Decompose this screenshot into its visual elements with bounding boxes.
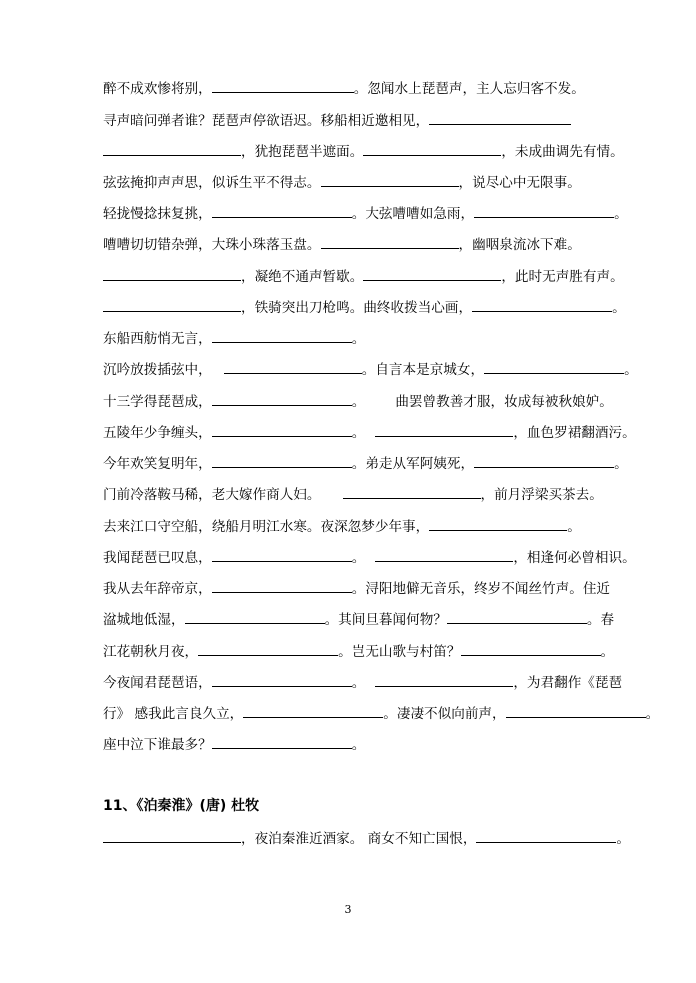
line-text: ，凝绝不通声暂歇。 [241,269,364,285]
poem-line [103,578,610,598]
line-text: ，说尽心中无限事。 [458,175,581,191]
poem-line [103,547,636,567]
line-text: 十三学得琵琶成， [103,394,212,410]
fill-in-blank[interactable] [363,141,501,156]
fill-in-blank[interactable] [224,359,362,374]
line-text: 。 [351,425,366,441]
fill-in-blank[interactable] [476,828,616,843]
line-text: 我闻琵琶已叹息， [103,550,212,566]
poem-line [103,828,630,848]
fill-in-blank[interactable] [198,641,338,656]
line-text: 东船西舫悄无言， [103,331,212,347]
line-text: 。忽闻水上琵琶声，主人忘归客不发。 [353,81,585,97]
poem-line [103,78,585,98]
poem-line [103,672,622,692]
line-text: 今夜闻君琵琶语， [103,675,212,691]
line-text: 轻拢慢捻抹复挑， [103,206,212,222]
poem-line [103,297,626,317]
fill-in-blank[interactable] [474,453,614,468]
fill-in-blank[interactable] [447,609,587,624]
poem-line [103,453,628,473]
line-text: 我从去年辞帝京， [103,581,212,597]
poem-line [103,328,365,348]
fill-in-blank[interactable] [363,266,501,281]
fill-in-blank[interactable] [375,672,513,687]
fill-in-blank[interactable] [212,203,352,218]
line-text: 。 [614,456,628,472]
fill-in-blank[interactable] [472,297,612,312]
fill-in-blank[interactable] [484,359,624,374]
line-text: ，前月浮梁买茶去。 [480,487,603,503]
line-text: ，此时无声胜有声。 [501,269,624,285]
fill-in-blank[interactable] [212,391,352,406]
fill-in-blank[interactable] [185,609,325,624]
poem-line [103,641,614,661]
line-text: 。 [351,394,366,410]
line-text: ，铁骑突出刀枪鸣。曲终收拨当心画， [241,300,473,316]
line-text: ，为君翻作《琵琶 [513,675,623,691]
poem-line [103,266,624,286]
fill-in-blank[interactable] [103,141,241,156]
line-text: 座中泣下谁最多？ [103,737,212,753]
fill-in-blank[interactable] [212,547,352,562]
line-text: 。凄凄不似向前声， [383,706,506,722]
line-text: 。 [351,331,366,347]
line-text: 曲罢曾教善才服，妆成每被秋娘妒。 [395,394,613,410]
line-text: ，血色罗裙翻酒污。 [513,425,636,441]
poem-line [103,391,613,411]
line-text: ，夜泊秦淮近酒家。 商女不知亡国恨， [241,831,477,847]
poem-line [103,703,659,723]
line-text: 湓城地低湿， [103,612,185,628]
line-text: 。浔阳地僻无音乐，终岁不闻丝竹声。住近 [351,581,611,597]
fill-in-blank[interactable] [212,734,352,749]
line-text: 。弟走从军阿姨死， [351,456,475,472]
poem-line [103,734,365,754]
fill-in-blank[interactable] [212,672,352,687]
line-text: ，幽咽泉流冰下难。 [458,237,581,253]
line-text: 寻声暗问弹者谁？琵琶声停欲语迟。移船相近邀相见， [103,113,430,129]
line-text: 。 [600,644,615,660]
poem-line [103,110,571,130]
line-text: 行》 感我此言良久立， [103,706,244,722]
line-text: ，未成曲调先有情。 [501,144,624,160]
fill-in-blank[interactable] [321,172,459,187]
fill-in-blank[interactable] [103,297,241,312]
line-text: 。 [612,300,626,316]
line-text: 。岂无山歌与村笛？ [338,644,461,660]
fill-in-blank[interactable] [429,516,567,531]
poem-line [103,516,581,536]
poem-line [103,172,581,192]
line-text: 弦弦掩抑声声思，似诉生平不得志。 [103,175,321,191]
line-text: 。 [351,550,366,566]
fill-in-blank[interactable] [375,547,513,562]
fill-in-blank[interactable] [212,578,352,593]
line-text: 五陵年少争缠头， [103,425,212,441]
line-text: 今年欢笑复明年， [103,456,212,472]
line-text: 。 [567,519,581,535]
line-text: ，相逢何必曾相识。 [513,550,636,566]
line-text: 。自言本是京城女， [361,362,485,378]
fill-in-blank[interactable] [375,422,513,437]
line-text: 。 [616,831,631,847]
page-number: 3 [344,903,352,916]
line-text: 。 [351,675,366,691]
fill-in-blank[interactable] [212,328,352,343]
line-text: 醉不成欢惨将别， [103,81,212,97]
fill-in-blank[interactable] [429,110,571,125]
line-text: 。春 [586,612,615,628]
line-text: 。 [624,362,638,378]
poem-line [103,422,636,442]
fill-in-blank[interactable] [243,703,383,718]
line-text: 去来江口守空船，绕船月明江水寒。夜深忽梦少年事， [103,519,430,535]
line-text: 。大弦嘈嘈如急雨， [351,206,475,222]
line-text: ，犹抱琵琶半遮面。 [241,144,364,160]
fill-in-blank[interactable] [321,234,459,249]
poem-line [103,141,624,161]
fill-in-blank[interactable] [212,78,354,93]
fill-in-blank[interactable] [461,641,601,656]
line-text: 嘈嘈切切错杂弹，大珠小珠落玉盘。 [103,237,321,253]
line-text: 。 [614,206,628,222]
poem-heading: 11、《泊秦淮》(唐) 杜牧 [103,798,260,814]
poem-line [103,359,638,379]
line-text: 沉吟放拨插弦中， [103,362,212,378]
poem-line [103,609,614,629]
fill-in-blank[interactable] [343,484,481,499]
line-text: 。其间旦暮闻何物？ [324,612,447,628]
poem-line [103,234,581,254]
fill-in-blank[interactable] [103,828,241,843]
fill-in-blank[interactable] [212,422,352,437]
poem-line [103,484,603,504]
line-text: 门前冷落鞍马稀，老大嫁作商人妇。 [103,487,321,503]
line-text: 江花朝秋月夜， [103,644,199,660]
fill-in-blank[interactable] [103,266,241,281]
poem-line [103,203,628,223]
fill-in-blank[interactable] [474,203,614,218]
fill-in-blank[interactable] [212,453,352,468]
fill-in-blank[interactable] [506,703,646,718]
line-text: 。 [351,737,366,753]
line-text: 。 [645,706,660,722]
